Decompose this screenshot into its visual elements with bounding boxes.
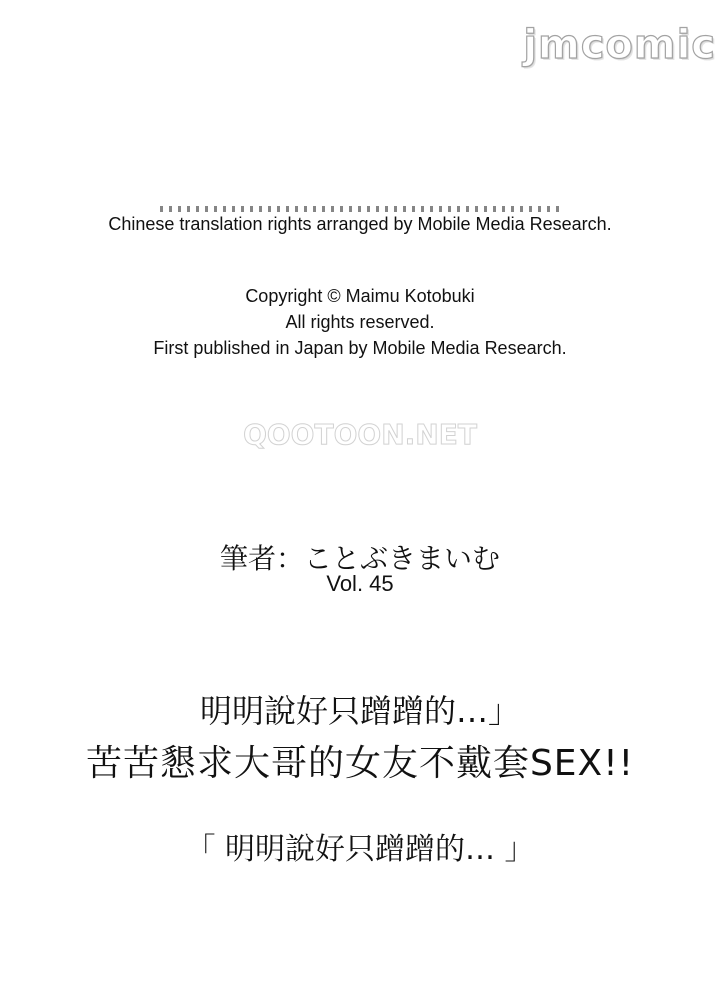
title-bottom-cut-text: 「 明明說好只蹭蹭的… 」 bbox=[185, 832, 535, 867]
copyright-line: Copyright © Maimu Kotobuki bbox=[245, 286, 475, 306]
first-published-line: First published in Japan by Mobile Media Research. bbox=[153, 338, 567, 358]
clipped-text-strip bbox=[160, 206, 560, 212]
title-top-cut bbox=[0, 692, 720, 730]
faint-watermark-text: QOOTOON.NET bbox=[243, 418, 477, 451]
rights-reserved-line: All rights reserved. bbox=[285, 312, 435, 332]
site-logo-watermark: jmcomic bbox=[523, 22, 716, 68]
volume-label: Vol. 45 bbox=[326, 571, 394, 596]
author-label: 筆者：ことぶきまいむ bbox=[219, 542, 500, 575]
copyright-block bbox=[0, 283, 720, 361]
title-main: 苦苦懇求大哥的女友不戴套SEX!! bbox=[85, 743, 635, 784]
translation-rights-text: Chinese translation rights arranged by Mobile Media Research. bbox=[108, 214, 612, 234]
author-credit-cut bbox=[0, 542, 720, 575]
title-bottom-cut bbox=[0, 826, 720, 867]
title-top-cut-text: 明明說好只蹭蹭的…」 bbox=[199, 692, 520, 730]
